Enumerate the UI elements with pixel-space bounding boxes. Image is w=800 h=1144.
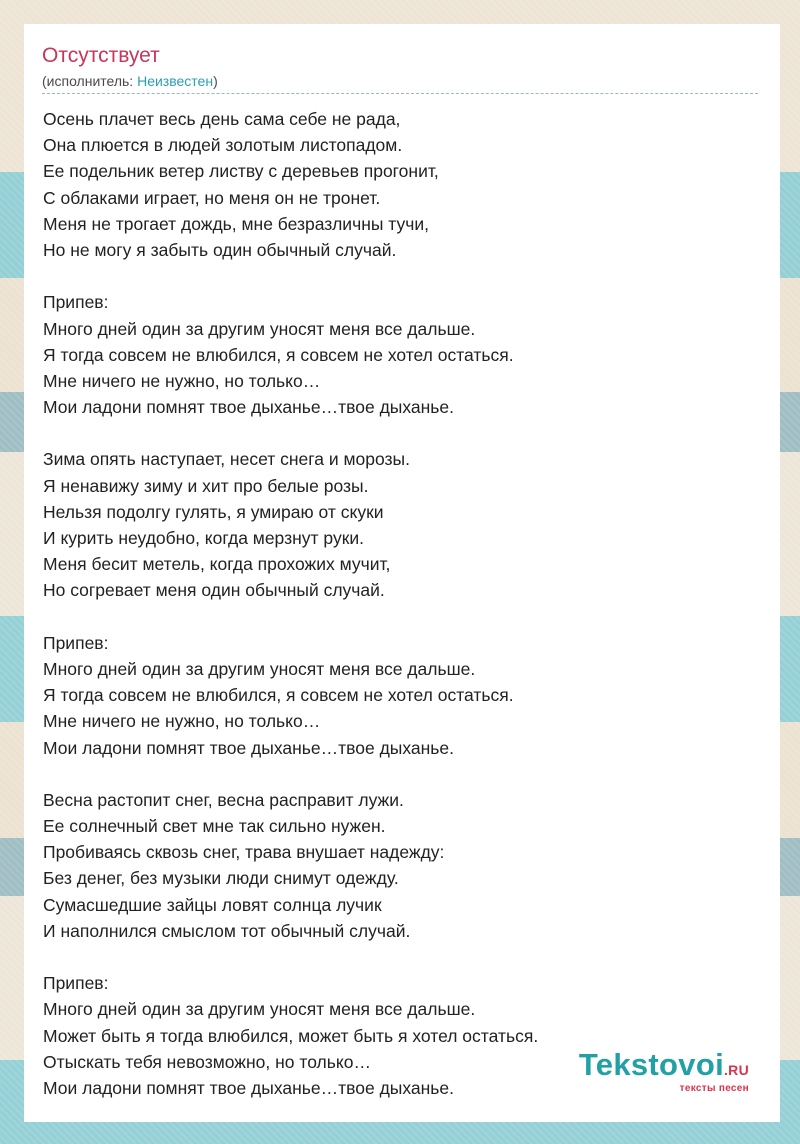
lyric-line: Я тогда совсем не влюбился, я совсем не хотел остаться. <box>43 344 514 365</box>
stanza-gap <box>43 420 763 446</box>
lyrics-body <box>43 106 763 1101</box>
logo-name: Tekstovoi <box>578 1047 724 1082</box>
stanza-gap <box>43 263 763 289</box>
lyric-line: Но согревает меня один обычный случай. <box>43 580 385 601</box>
lyric-line: Я ненавижу зиму и хит про белые розы. <box>43 475 369 496</box>
title-divider <box>42 93 758 94</box>
artist-link[interactable]: Неизвестен <box>137 73 214 89</box>
lyric-line: Ее подельник ветер листву с деревьев прогонит, <box>43 161 439 182</box>
stanza-gap <box>43 604 763 630</box>
lyric-line: Отыскать тебя невозможно, но только… <box>43 1051 371 1072</box>
lyric-line: Зима опять наступает, несет снега и морозы. <box>43 449 410 470</box>
logo-wordmark <box>579 1049 749 1086</box>
lyric-line: Пробиваясь сквозь снег, трава внушает надежду: <box>43 842 445 863</box>
lyric-line: Припев: <box>43 973 109 994</box>
lyric-line: Осень плачет весь день сама себе не рада, <box>43 109 401 129</box>
lyric-line: Мои ладони помнят твое дыханье…твое дыханье. <box>43 397 455 418</box>
lyric-line: Я тогда совсем не влюбился, я совсем не хотел остаться. <box>43 685 514 706</box>
lyric-line: И наполнился смыслом тот обычный случай. <box>43 920 411 941</box>
lyric-line: Мне ничего не нужно, но только… <box>43 711 321 732</box>
lyric-line: Она плюется в людей золотым листопадом. <box>43 135 403 156</box>
lyric-line: Много дней один за другим уносят меня все дальше. <box>43 318 476 339</box>
lyric-line: Припев: <box>43 632 109 653</box>
lyric-line: Меня не трогает дождь, мне безразличны тучи, <box>43 213 430 234</box>
logo-tld: .RU <box>723 1062 749 1078</box>
lyrics-sheet <box>24 24 780 1122</box>
lyric-line: Но не могу я забыть один обычный случай. <box>43 239 397 260</box>
lyric-line: Без денег, без музыки люди снимут одежду. <box>43 868 399 889</box>
lyric-line: Меня бесит метель, когда прохожих мучит, <box>43 554 391 575</box>
lyric-line: Мои ладони помнят твое дыханье…твое дыханье. <box>43 1077 455 1098</box>
lyric-line: Припев: <box>43 292 109 313</box>
lyric-line: Мои ладони помнят твое дыханье…твое дыханье. <box>43 737 455 758</box>
lyric-line: Много дней один за другим уносят меня все дальше. <box>43 658 476 679</box>
artist-line <box>42 72 218 90</box>
logo-tagline: тексты песен <box>679 1083 749 1094</box>
stanza-gap <box>43 944 763 970</box>
artist-prefix: (исполнитель: <box>42 73 138 89</box>
stanza-gap <box>43 761 763 787</box>
site-logo[interactable] <box>579 1049 749 1094</box>
lyric-line: Нельзя подолгу гулять, я умираю от скуки <box>43 501 384 522</box>
lyric-line: Мне ничего не нужно, но только… <box>43 370 321 391</box>
lyric-line: И курить неудобно, когда мерзнут руки. <box>43 528 364 548</box>
lyric-line: С облаками играет, но меня он не тронет. <box>43 187 381 208</box>
song-title: Отсутствует <box>42 44 160 67</box>
lyric-line: Весна растопит снег, весна расправит лужи. <box>43 789 404 810</box>
lyric-line: Может быть я тогда влюбился, может быть я хотел остаться. <box>43 1025 539 1046</box>
lyric-line: Сумасшедшие зайцы ловят солнца лучик <box>43 894 382 915</box>
lyric-line: Ее солнечный свет мне так сильно нужен. <box>43 816 386 837</box>
lyric-line: Много дней один за другим уносят меня все дальше. <box>43 999 476 1020</box>
artist-suffix: ) <box>213 73 218 89</box>
